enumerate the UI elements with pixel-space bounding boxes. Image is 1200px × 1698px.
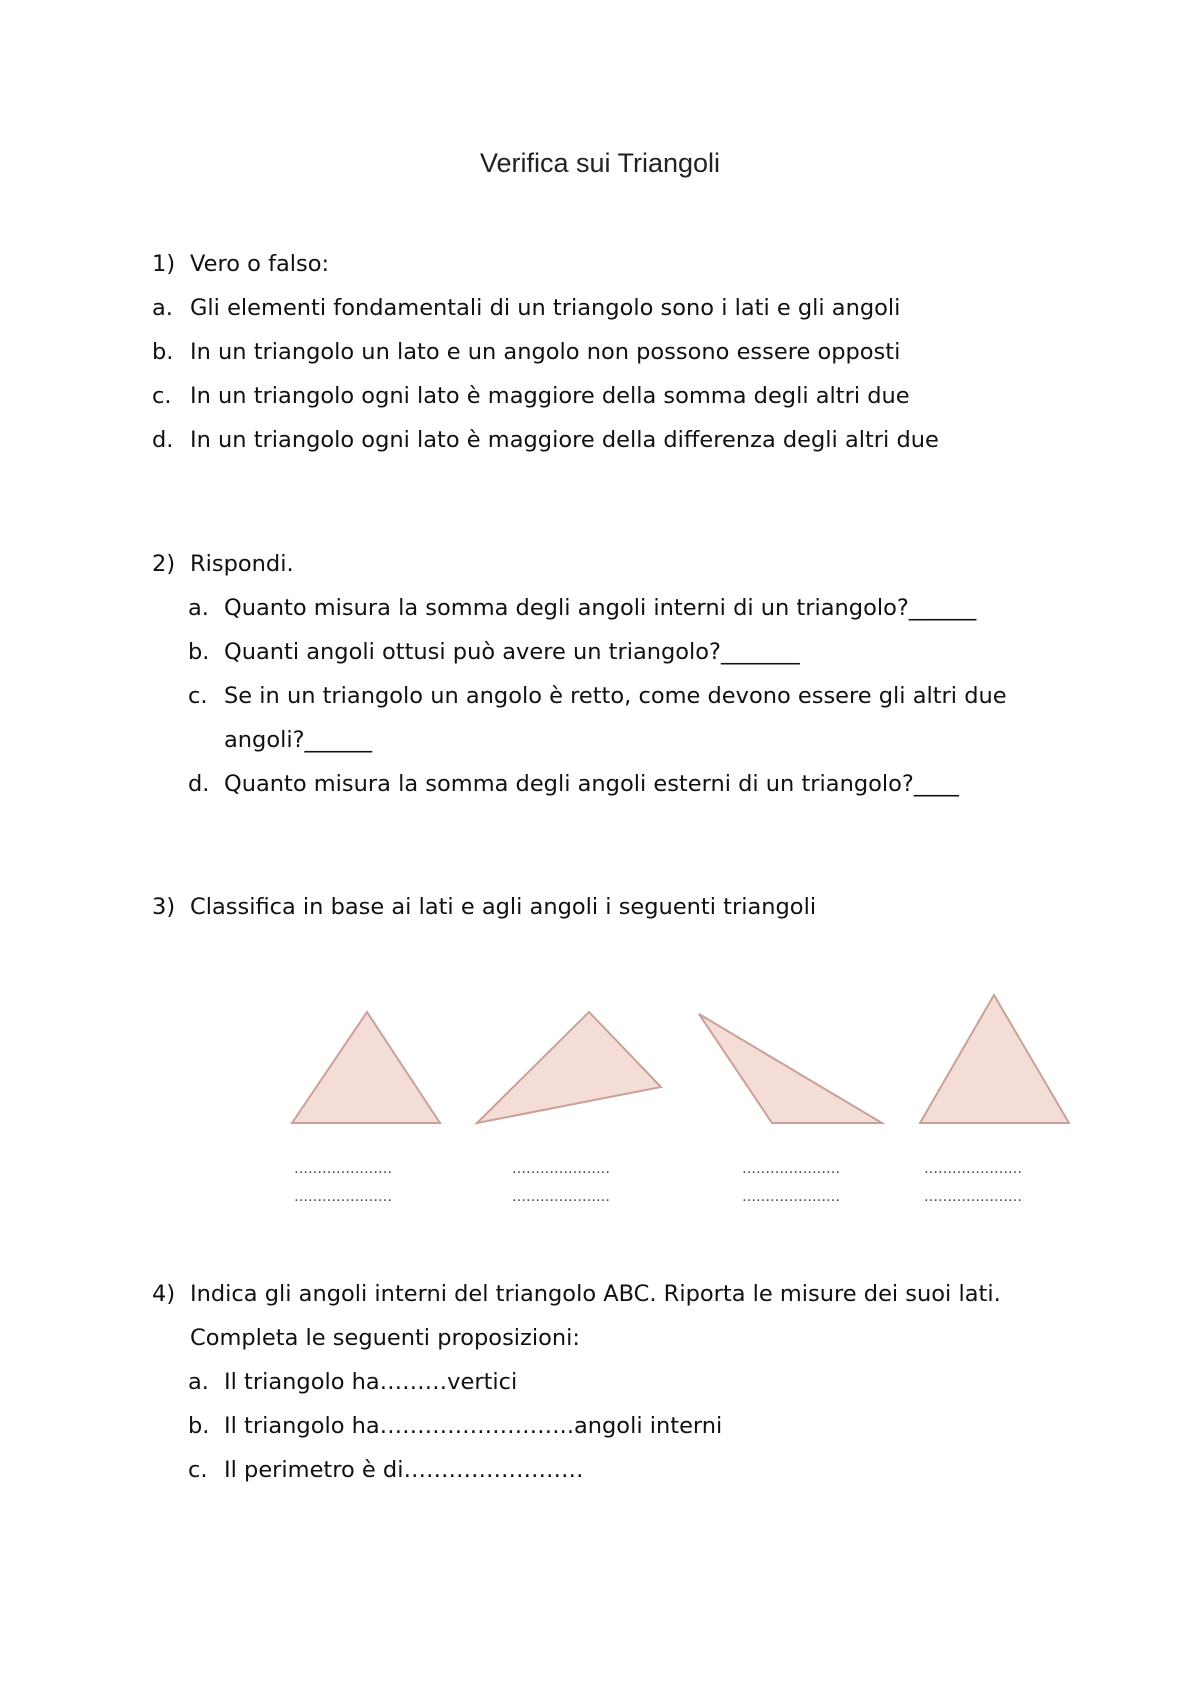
item-letter: b. (188, 639, 210, 665)
answer-line[interactable]: ………………… (294, 1189, 392, 1205)
item-text: Il triangolo ha……………………..angoli interni (224, 1413, 723, 1439)
list-item (152, 374, 939, 418)
question-1-header (152, 242, 939, 286)
item-text: In un triangolo ogni lato è maggiore della differenza degli altri due (190, 427, 939, 453)
list-item (152, 286, 939, 330)
question-1 (152, 242, 939, 462)
triangle-1 (292, 1012, 440, 1123)
item-letter: b. (152, 339, 174, 365)
answer-line[interactable]: ………………… (924, 1161, 1022, 1177)
list-item (152, 674, 1094, 762)
item-text: Gli elementi fondamentali di un triangolo sono i lati e gli angoli (190, 295, 901, 321)
item-letter: a. (188, 595, 209, 621)
list-item (152, 418, 939, 462)
item-letter: c. (152, 383, 172, 409)
item-letter: a. (188, 1369, 209, 1395)
item-text: Quanto misura la somma degli angoli interni di un triangolo?______ (224, 595, 977, 621)
question-prompt-2: Completa le seguenti proposizioni: (190, 1325, 580, 1351)
question-number: 3) (152, 894, 176, 920)
item-text: In un triangolo ogni lato è maggiore della somma degli altri due (190, 383, 910, 409)
list-item (152, 1360, 1001, 1404)
question-prompt: Rispondi. (190, 551, 294, 577)
question-3-header (152, 885, 816, 929)
item-text: Il triangolo ha………vertici (224, 1369, 518, 1395)
question-prompt: Indica gli angoli interni del triangolo ABC. Riporta le misure dei suoi lati. (190, 1281, 1001, 1307)
question-4-header (152, 1272, 1001, 1316)
list-item (152, 1448, 1001, 1492)
item-letter: d. (152, 427, 174, 453)
answer-line[interactable]: ………………… (742, 1189, 840, 1205)
item-letter: c. (188, 1457, 208, 1483)
answer-line[interactable]: ………………… (924, 1189, 1022, 1205)
list-item (152, 1404, 1001, 1448)
triangle-2 (477, 1012, 661, 1123)
list-item (152, 762, 1094, 806)
question-prompt: Classifica in base ai lati e agli angoli i seguenti triangoli (190, 894, 817, 920)
item-letter: b. (188, 1413, 210, 1439)
question-prompt: Vero o falso: (190, 251, 330, 277)
question-4 (152, 1272, 1001, 1492)
item-text: In un triangolo un lato e un angolo non possono essere opposti (190, 339, 901, 365)
item-text: Quanti angoli ottusi può avere un triangolo?_______ (224, 639, 800, 665)
question-4-subprompt (152, 1316, 1001, 1360)
triangle-4 (920, 995, 1069, 1123)
item-letter: d. (188, 771, 210, 797)
answer-line[interactable]: ………………… (294, 1161, 392, 1177)
question-2 (152, 542, 1094, 806)
question-number: 4) (152, 1281, 176, 1307)
question-number: 2) (152, 551, 176, 577)
answer-line[interactable]: ………………… (512, 1189, 610, 1205)
item-letter: c. (188, 683, 208, 709)
answer-line[interactable]: ………………… (512, 1161, 610, 1177)
list-item (152, 330, 939, 374)
item-letter: a. (152, 295, 173, 321)
list-item (152, 586, 1094, 630)
question-3 (152, 885, 816, 929)
question-2-header (152, 542, 1094, 586)
item-text: Il perimetro è di…………………… (224, 1457, 584, 1483)
item-text: Se in un triangolo un angolo è retto, come devono essere gli altri due angoli?______ (224, 683, 1007, 753)
answer-line[interactable]: ………………… (742, 1161, 840, 1177)
item-text: Quanto misura la somma degli angoli esterni di un triangolo?____ (224, 771, 959, 797)
triangle-3 (699, 1014, 882, 1123)
page-title: Verifica sui Triangoli (479, 148, 721, 178)
question-number: 1) (152, 251, 176, 277)
list-item (152, 630, 1094, 674)
